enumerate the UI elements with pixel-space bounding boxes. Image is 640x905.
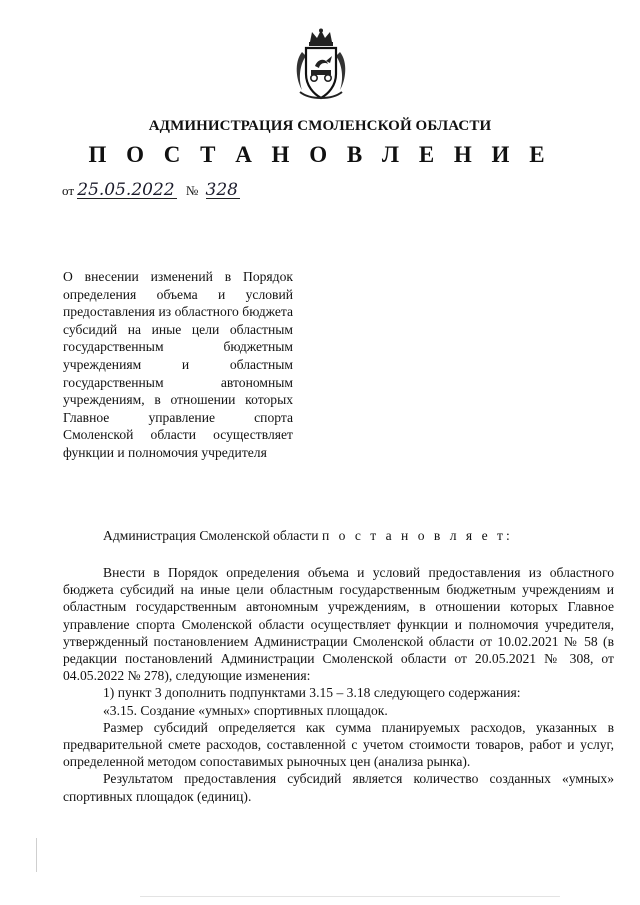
body-paragraph-4: Размер субсидий определяется как сумма планируемых расходов, указанных в предварительной смете расходов, составленной с учетом стоимости товаров, работ и услуг, определенной методом сопоставимых рыночных цен (анализа рынка). — [63, 719, 614, 770]
body-paragraph-3: «3.15. Создание «умных» спортивных площадок. — [103, 702, 388, 718]
preamble — [103, 528, 513, 544]
number-sign: № — [185, 183, 199, 198]
body-paragraph-1: Внести в Порядок определения объема и условий предоставления из областного бюджета субсидий на иные цели областным государственным бюджетным учреждениям и областным государственным автономным учреждениям, в отношении которых Главное управление спорта Смоленской области осуществляет функции и полномочия учредителя, утвержденный постановлением Администрации Смоленской области от 10.02.2021 № 58 (в редакции постановлений Администрации Смоленской области от 20.05.2021 № 308, от 04.05.2022 № 278), следующие изменения: — [63, 565, 614, 684]
organization-title: АДМИНИСТРАЦИЯ СМОЛЕНСКОЙ ОБЛАСТИ — [148, 118, 492, 134]
body-paragraph-5: Результатом предоставления субсидий является количество созданных «умных» спортивных площадок (единиц). — [63, 771, 614, 804]
preamble-verb: п о с т а н о в л я е т: — [321, 528, 513, 543]
date-prefix: от — [62, 183, 75, 198]
preamble-subject: Администрация Смоленской области — [103, 528, 319, 543]
document-body — [63, 564, 614, 805]
smolensk-coat-of-arms-icon — [288, 28, 354, 104]
document-type-title: П О С Т А Н О В Л Е Н И Е — [88, 142, 552, 167]
date-value: 25.05.2022 — [77, 180, 175, 200]
body-paragraph-2: 1) пункт 3 дополнить подпунктами 3.15 – 3.18 следующего содержания: — [103, 685, 521, 701]
scan-margin-mark — [36, 838, 37, 872]
scan-bottom-edge — [140, 896, 560, 897]
registration-line — [62, 182, 240, 199]
number-value: 328 — [205, 180, 238, 200]
document-subject: О внесении изменений в Порядок определения объема и условий предоставления из областного бюджета субсидий на иные цели областным государственным бюджетным учреждениям и областным государственным автономным учреждениям, в отношении которых Главное управление спорта Смоленской области осуществляет функции и полномочия учредителя — [63, 269, 293, 460]
